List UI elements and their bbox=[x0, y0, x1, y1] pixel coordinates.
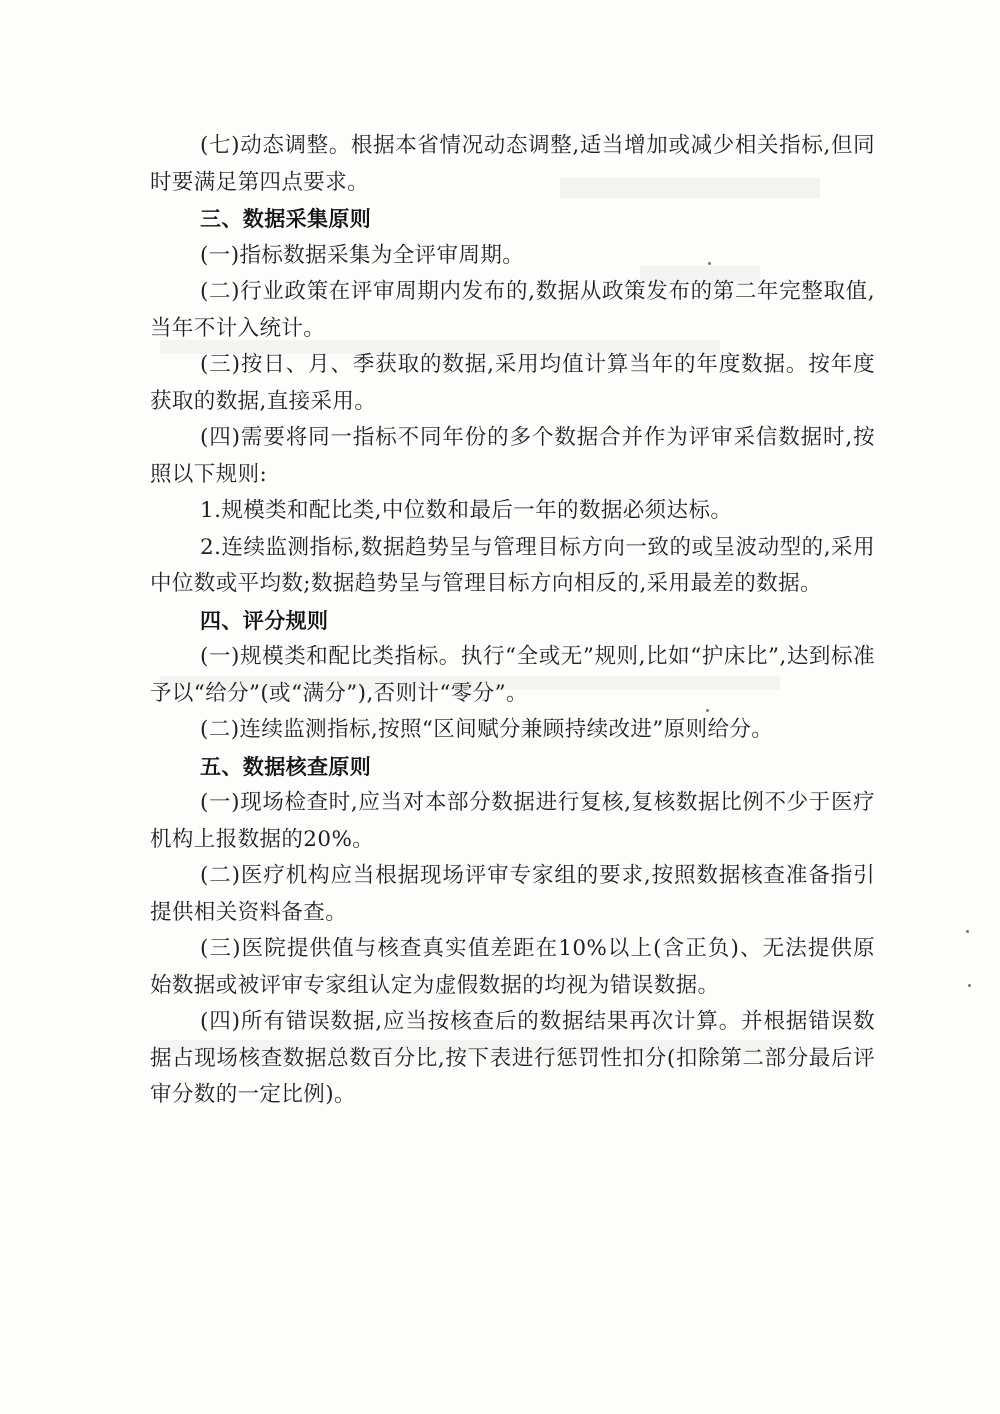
paragraph-mean-calculation: (三)按日、月、季获取的数据,采用均值计算当年的年度数据。按年度获取的数据,直接采用。 bbox=[150, 352, 875, 414]
paragraph-error-definition: (三)医院提供值与核查真实值差距在10%以上(含正负)、无法提供原始数据或被评审专家组认定为虚假数据的均视为错误数据。 bbox=[150, 936, 875, 998]
paragraph-all-or-nothing: (一)规模类和配比类指标。执行“全或无”规则,比如“护床比”,达到标准予以“给分”(或“满分”),否则计“零分”。 bbox=[150, 644, 875, 706]
document-body bbox=[150, 128, 875, 1114]
paragraph-merge-rules: (四)需要将同一指标不同年份的多个数据合并作为评审采信数据时,按照以下规则: bbox=[150, 425, 875, 487]
paragraph-penalty-deduction: (四)所有错误数据,应当按核查后的数据结果再次计算。并根据错误数据占现场核查数据总数百分比,按下表进行惩罚性扣分(扣除第二部分最后评审分数的一定比例)。 bbox=[150, 1009, 875, 1107]
scan-speck bbox=[966, 930, 969, 933]
heading-data-verification: 五、数据核查原则 bbox=[200, 754, 372, 779]
list-item-scale-ratio: 1.规模类和配比类,中位数和最后一年的数据必须达标。 bbox=[200, 498, 733, 523]
paragraph-materials-prep: (二)医疗机构应当根据现场评审专家组的要求,按照数据核查准备指引提供相关资料备查。 bbox=[150, 863, 875, 925]
paragraph-policy-release: (二)行业政策在评审周期内发布的,数据从政策发布的第二年完整取值,当年不计入统计。 bbox=[150, 279, 875, 341]
list-item-continuous-monitoring: 2.连续监测指标,数据趋势呈与管理目标方向一致的或呈波动型的,采用中位数或平均数;数据趋势呈与管理目标方向相反的,采用最差的数据。 bbox=[150, 534, 875, 596]
heading-data-collection-principles: 三、数据采集原则 bbox=[200, 207, 372, 231]
paragraph-collection-period: (一)指标数据采集为全评审周期。 bbox=[200, 242, 525, 268]
scan-speck bbox=[968, 984, 971, 987]
paragraph-interval-scoring: (二)连续监测指标,按照“区间赋分兼顾持续改进”原则给分。 bbox=[200, 717, 774, 742]
paragraph-dynamic-adjustment: (七)动态调整。根据本省情况动态调整,适当增加或减少相关指标,但同时要满足第四点要求。 bbox=[150, 133, 875, 195]
paragraph-onsite-review: (一)现场检查时,应当对本部分数据进行复核,复核数据比例不少于医疗机构上报数据的20%。 bbox=[150, 790, 875, 852]
heading-scoring-rules: 四、评分规则 bbox=[200, 608, 329, 633]
